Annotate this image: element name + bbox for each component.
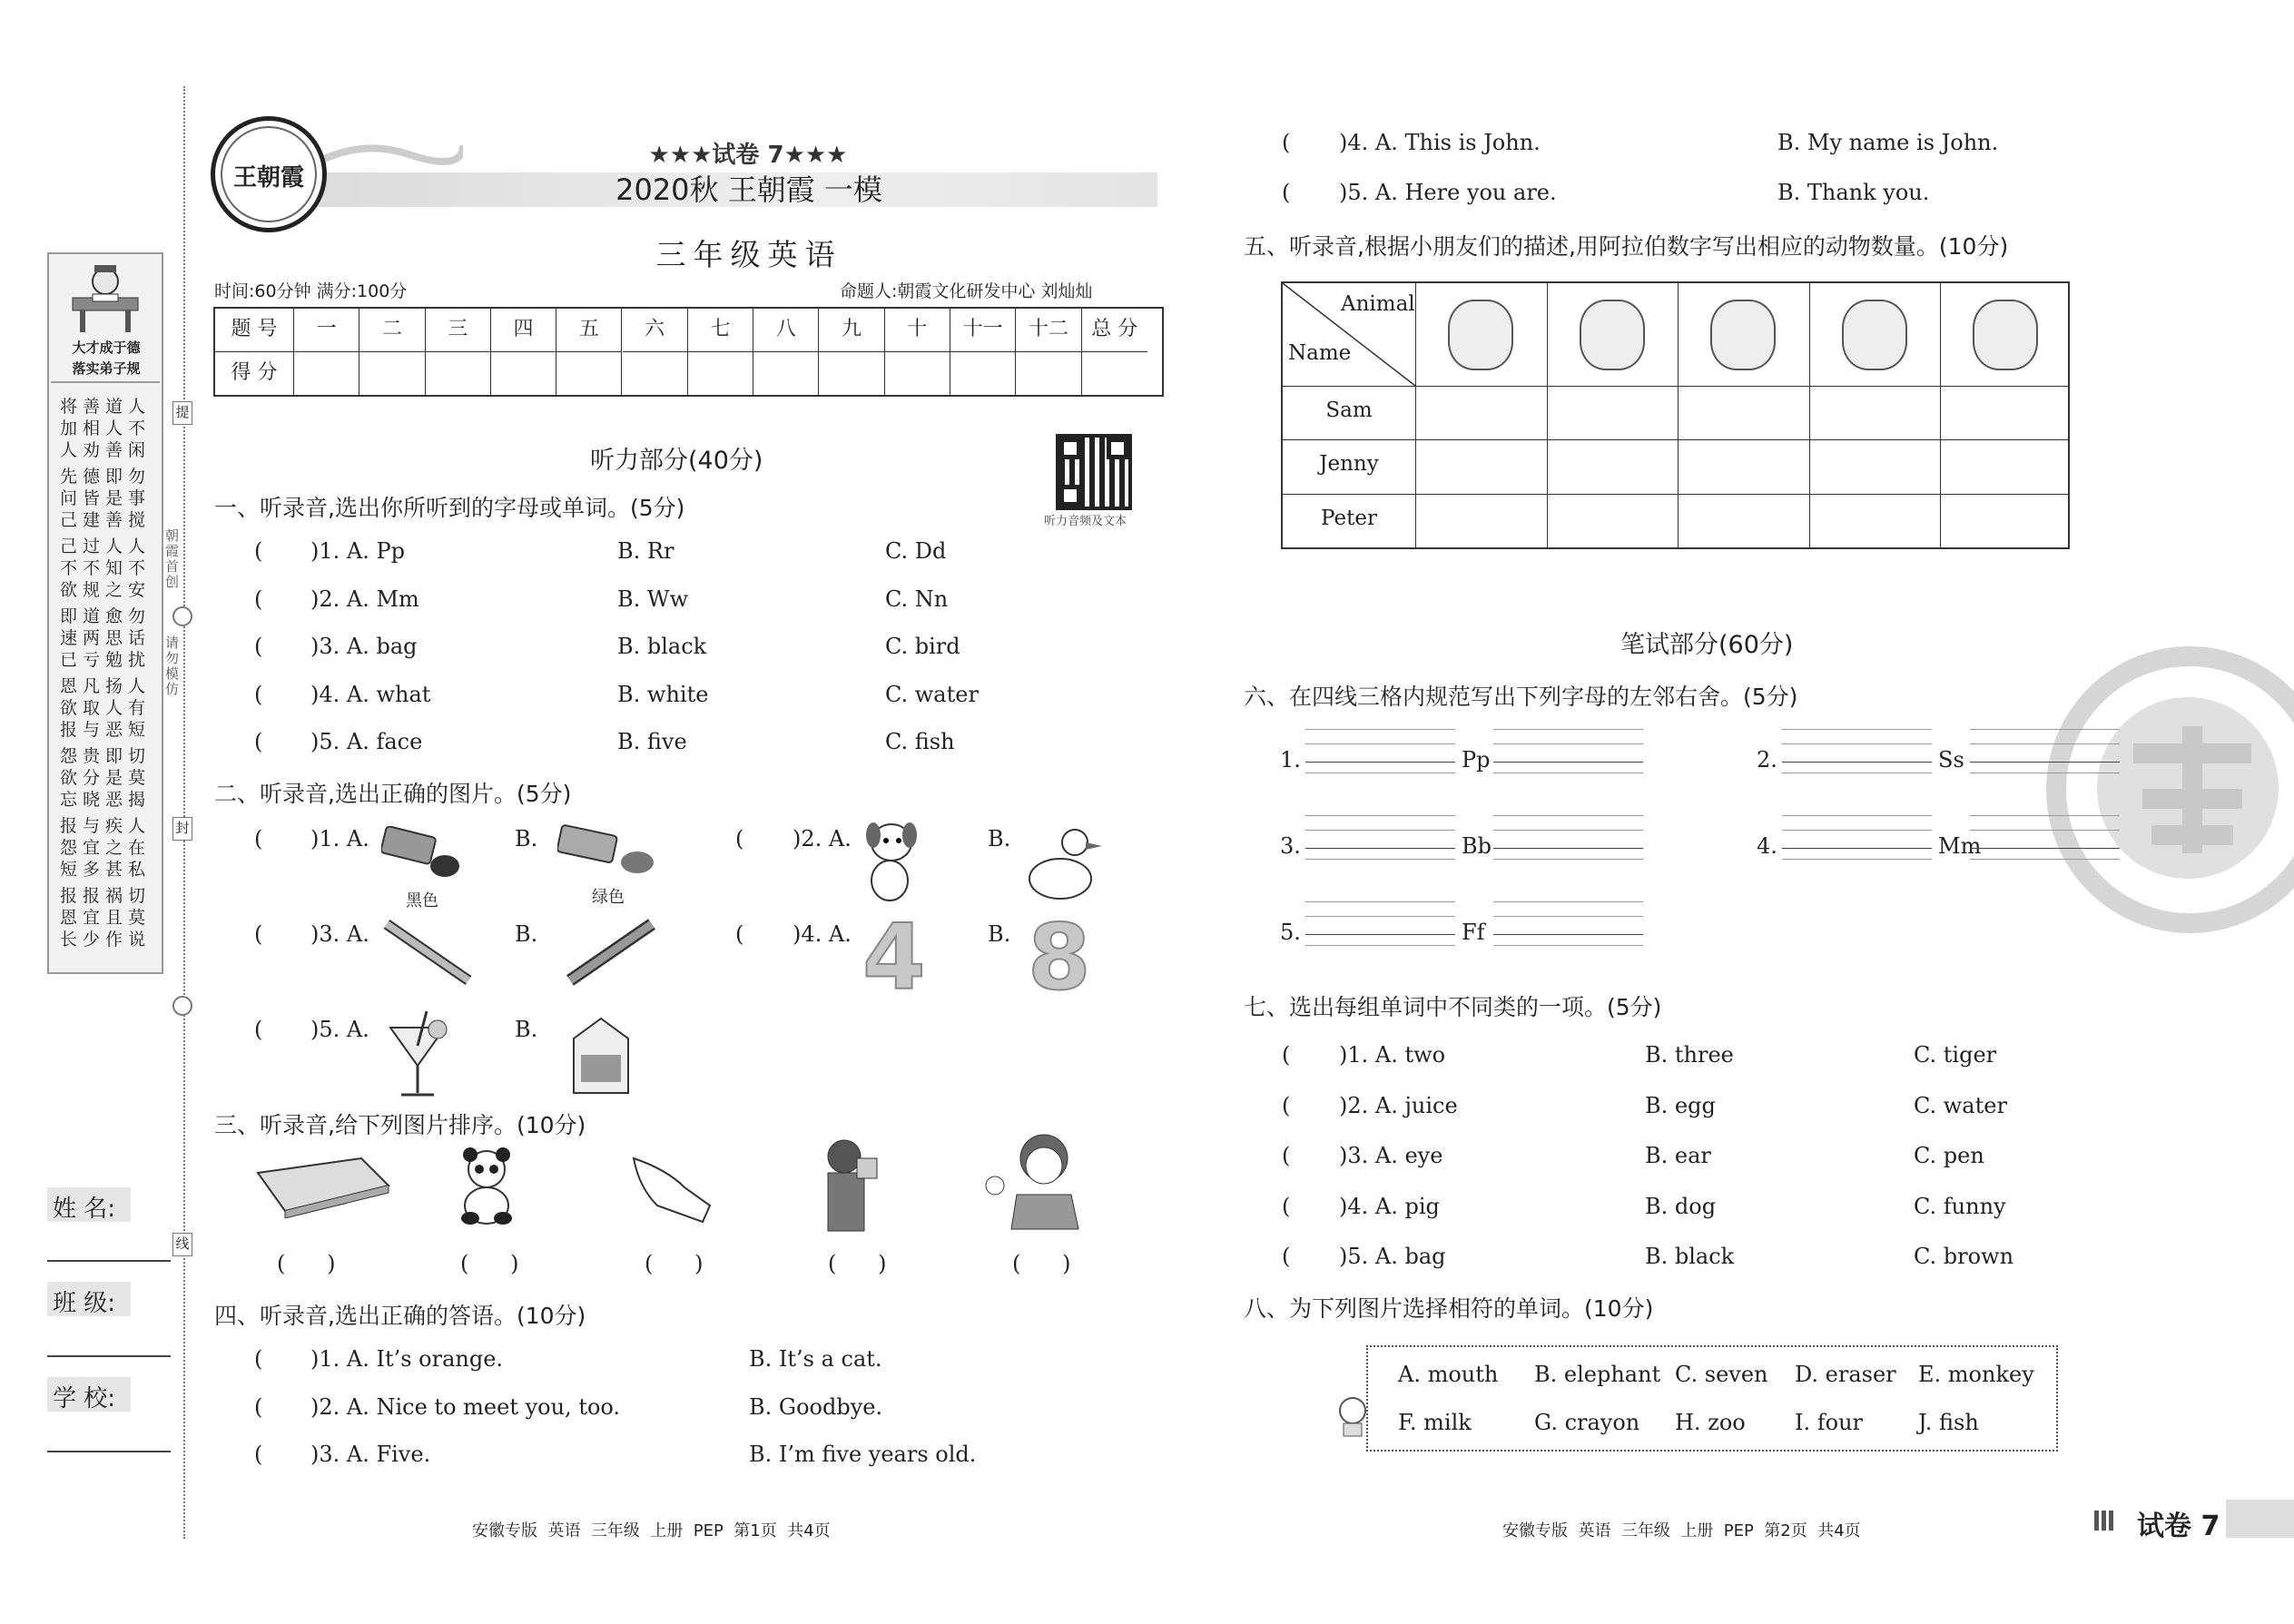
score-col-header: 三	[426, 309, 491, 352]
footer-page1: 安徽专版 英语 三年级 上册 PEP 第1页 共4页	[472, 1521, 831, 1540]
four-line-grid	[1970, 743, 2120, 744]
score-cell[interactable]	[623, 352, 688, 395]
scissors-icon	[172, 996, 192, 1016]
four-line-grid	[1493, 743, 1643, 744]
four-line-grid[interactable]	[1305, 729, 1455, 730]
four-line-grid	[1305, 859, 1455, 860]
count-cell[interactable]	[1811, 388, 1939, 438]
bird-icon	[1710, 300, 1776, 370]
dog-icon	[1973, 300, 2038, 370]
four-line-grid	[1305, 762, 1455, 763]
s1-option-b[interactable]: B. Rr	[617, 538, 674, 564]
s1-option-a[interactable]: )2. A. Mm	[310, 586, 419, 612]
name-label: 姓 名:	[47, 1187, 131, 1222]
row-name: Peter	[1321, 507, 1377, 530]
listening-title: 听力部分(40分)	[590, 447, 763, 475]
row-name: Sam	[1325, 399, 1373, 422]
s7-option-a[interactable]: )5. A. bag	[1339, 1244, 1446, 1269]
four-line-grid[interactable]	[1493, 815, 1643, 816]
s6-letter: Ss	[1938, 747, 1964, 773]
school-label: 学 校:	[47, 1377, 131, 1412]
s7-option-b[interactable]: B. three	[1645, 1042, 1734, 1068]
four-line-grid	[1782, 830, 1932, 831]
s2-option-b[interactable]: B.	[988, 826, 1011, 851]
s2-option-a[interactable]: )2. A.	[793, 826, 852, 851]
s2-option-b[interactable]: B.	[515, 921, 538, 947]
four-line-grid	[1493, 916, 1643, 917]
score-col-header: 一	[294, 309, 359, 352]
s7-option-b[interactable]: B. dog	[1645, 1193, 1717, 1219]
proverb-line: 加相人不	[60, 418, 152, 438]
class-label: 班 级:	[47, 1282, 131, 1316]
proverb-line: 短多甚私	[60, 860, 152, 880]
s5-title: 五、听录音,根据小朋友们的描述,用阿拉伯数字写出相应的动物数量。(10分)	[1244, 233, 2009, 260]
score-col-header: 四	[491, 309, 556, 352]
four-line-grid	[1782, 859, 1932, 860]
s2-option-a[interactable]: )5. A.	[310, 1017, 369, 1042]
s6-number: 4.	[1757, 833, 1777, 859]
answer-paren: (	[254, 826, 263, 851]
word-option[interactable]: H. zoo	[1675, 1410, 1746, 1435]
answer-paren: (	[1282, 130, 1291, 155]
logo-emblem	[211, 116, 327, 232]
score-table	[213, 307, 1164, 397]
motto-top: 大才成于德	[72, 340, 141, 356]
four-line-grid	[1782, 762, 1932, 763]
count-cell[interactable]	[1942, 496, 2070, 546]
score-cell[interactable]	[819, 352, 884, 395]
answer-paren: (	[254, 1442, 263, 1467]
word-option[interactable]: F. milk	[1398, 1410, 1472, 1435]
s1-option-b[interactable]: B. white	[617, 681, 709, 707]
score-col-header: 九	[819, 309, 884, 352]
s1-option-a[interactable]: )1. A. Pp	[310, 538, 405, 564]
word-option[interactable]: B. elephant	[1534, 1362, 1661, 1387]
count-cell[interactable]	[1417, 388, 1545, 438]
four-line-grid[interactable]	[1493, 901, 1643, 902]
score-row2-label: 得 分	[215, 352, 294, 395]
s4-option-a[interactable]: )1. A. It’s orange.	[310, 1346, 504, 1372]
animal-count-table	[1281, 281, 2070, 549]
four-line-grid	[1305, 830, 1455, 831]
s1-option-c[interactable]: C. water	[885, 681, 979, 707]
s8-title: 八、为下列图片选择相符的单词。(10分)	[1244, 1295, 1654, 1322]
milk-carton-image[interactable]	[565, 1013, 637, 1097]
proverb-line: 怨宜之在	[60, 838, 152, 858]
tiger-icon	[1842, 300, 1907, 370]
s3-order-blank[interactable]: ( )	[828, 1251, 887, 1276]
four-line-grid	[1305, 848, 1455, 849]
four-line-grid	[1782, 743, 1932, 744]
s1-option-c[interactable]: C. Dd	[885, 538, 947, 564]
s4-option-b[interactable]: B. It’s a cat.	[749, 1346, 882, 1372]
s7-option-a[interactable]: )2. A. juice	[1339, 1092, 1458, 1118]
boy-drinking-image[interactable]	[817, 1137, 886, 1236]
proverb-line: 报与恶短	[60, 720, 152, 740]
bear-icon	[1580, 300, 1645, 370]
s2-title: 二、听录音,选出正确的图片。(5分)	[214, 781, 572, 807]
proverb-line: 将善道人	[60, 397, 152, 417]
secret-seal-watermark	[2033, 645, 2294, 953]
word-option[interactable]: G. crayon	[1534, 1410, 1640, 1435]
score-cell[interactable]	[688, 352, 753, 395]
pencil-case-image[interactable]	[252, 1155, 394, 1218]
proverb-line: 报与疾人	[60, 816, 152, 836]
answer-paren: (	[1282, 180, 1291, 205]
motto-bottom: 落实弟子规	[72, 360, 141, 377]
footer-tab: 试卷 7	[2137, 1511, 2220, 1542]
count-cell[interactable]	[1942, 388, 2070, 438]
score-cell[interactable]	[359, 352, 425, 395]
four-line-grid	[1305, 934, 1455, 935]
score-col-header: 五	[556, 309, 622, 352]
count-cell[interactable]	[1811, 496, 1939, 546]
proverb-line: 问皆是事	[60, 488, 152, 508]
cat-icon	[1448, 300, 1513, 370]
footer-page2: 安徽专版 英语 三年级 上册 PEP 第2页 共4页	[1502, 1521, 1861, 1540]
count-cell[interactable]	[1549, 388, 1677, 438]
word-option[interactable]: I. four	[1795, 1410, 1863, 1435]
answer-paren: (	[254, 586, 263, 612]
s1-option-c[interactable]: C. bird	[885, 634, 960, 659]
proverb-line: 己过人人	[60, 536, 152, 556]
s1-option-a[interactable]: )5. A. face	[310, 729, 423, 754]
number-four-image[interactable]: 4	[862, 904, 926, 1010]
s7-option-b[interactable]: B. black	[1645, 1244, 1735, 1269]
answer-paren: (	[735, 826, 744, 851]
score-col-header: 八	[753, 309, 819, 352]
qr-caption: 听力音频及文本	[1044, 515, 1127, 528]
author: 命题人:朝霞文化研发中心 刘灿灿	[840, 281, 1093, 301]
exam-title: 2020秋 王朝霞 一模	[615, 172, 882, 207]
word-option[interactable]: C. seven	[1675, 1362, 1768, 1387]
s4-option-b[interactable]: B. My name is John.	[1777, 130, 1999, 155]
class-field[interactable]	[47, 1355, 171, 1357]
count-cell[interactable]	[1549, 441, 1677, 491]
col-line	[1809, 283, 1810, 547]
s2-option-a[interactable]: )3. A.	[310, 921, 369, 947]
four-line-grid	[1970, 830, 2120, 831]
count-cell[interactable]	[1417, 496, 1545, 546]
tear-mark-1: 朝霞首创	[165, 527, 180, 590]
four-line-grid	[1970, 762, 2120, 763]
proverb-line: 人劝善闲	[60, 440, 152, 460]
four-line-grid	[1970, 848, 2120, 849]
s6-letter: Ff	[1462, 920, 1485, 945]
score-col-header: 十一	[950, 309, 1016, 352]
s4-option-a[interactable]: )2. A. Nice to meet you, too.	[310, 1393, 621, 1420]
row-name: Jenny	[1319, 452, 1379, 476]
panda-image[interactable]	[454, 1146, 519, 1227]
proverb-line: 恩凡扬人	[60, 676, 152, 696]
corner-animal: Animal	[1341, 292, 1415, 316]
corner-name: Name	[1288, 341, 1352, 365]
score-col-header: 七	[688, 309, 753, 352]
s4-option-a[interactable]: )4. A. This is John.	[1339, 130, 1541, 155]
duck-image[interactable]	[1024, 822, 1106, 906]
s6-number: 5.	[1280, 920, 1301, 945]
proverb-line: 己建善搅	[60, 510, 152, 530]
col-line	[1547, 283, 1548, 547]
score-col-header: 六	[623, 309, 688, 352]
answer-paren: (	[1282, 1244, 1291, 1269]
four-line-grid[interactable]	[1970, 815, 2120, 816]
s2-option-a[interactable]: )1. A.	[310, 826, 369, 851]
qr-code[interactable]	[1056, 434, 1132, 510]
proverb-line: 先德即勿	[60, 467, 152, 487]
answer-paren: (	[1282, 1092, 1291, 1118]
answer-paren: (	[254, 1017, 263, 1042]
s4-option-b[interactable]: B. Thank you.	[1777, 180, 1930, 205]
row-line	[1283, 439, 2068, 440]
answer-paren: (	[1282, 1042, 1291, 1068]
four-line-grid	[1970, 859, 2120, 860]
paint-tube-green-image[interactable]	[557, 824, 657, 879]
four-line-grid	[1493, 934, 1643, 935]
count-cell[interactable]	[1679, 388, 1807, 438]
scholar-illustration	[56, 261, 154, 336]
s6-letter: Mm	[1938, 833, 1982, 859]
label-black: 黑色	[406, 891, 438, 910]
s7-option-a[interactable]: )3. A. eye	[1339, 1143, 1443, 1168]
s3-order-blank[interactable]: ( )	[1012, 1251, 1071, 1276]
four-line-grid	[1305, 916, 1455, 917]
s3-order-blank[interactable]: ( )	[645, 1251, 704, 1276]
proverb-line: 怨贵即切	[60, 746, 152, 766]
s6-number: 3.	[1280, 833, 1301, 859]
word-option[interactable]: A. mouth	[1398, 1362, 1499, 1387]
four-line-grid	[1493, 848, 1643, 849]
paper-number: ★★★试卷 7★★★	[648, 142, 848, 169]
s7-option-b[interactable]: B. egg	[1645, 1092, 1716, 1118]
s7-option-a[interactable]: )4. A. pig	[1339, 1193, 1440, 1219]
score-col-header: 十	[885, 309, 950, 352]
count-cell[interactable]	[1679, 441, 1807, 491]
count-cell[interactable]	[1942, 441, 2070, 491]
score-cell[interactable]	[556, 352, 622, 395]
cut-tag-2: 封	[172, 817, 192, 841]
s1-option-a[interactable]: )4. A. what	[310, 681, 431, 707]
s1-title: 一、听录音,选出你所听到的字母或单词。(5分)	[214, 495, 685, 521]
answer-paren: (	[254, 1346, 263, 1372]
motto-divider	[51, 381, 160, 383]
four-line-grid	[1493, 945, 1643, 946]
paint-tube-black-image[interactable]	[381, 826, 461, 882]
s4-option-a[interactable]: )5. A. Here you are.	[1339, 180, 1557, 205]
name-field[interactable]	[47, 1260, 171, 1262]
juice-glass-image[interactable]	[381, 1009, 454, 1100]
count-cell[interactable]	[1679, 496, 1807, 546]
label-green: 绿色	[592, 888, 625, 907]
proverb-line: 长少作说	[60, 930, 152, 950]
pen-image[interactable]	[557, 917, 657, 989]
col-line	[1678, 283, 1679, 547]
s6-number: 1.	[1280, 747, 1301, 773]
word-option[interactable]: J. fish	[1918, 1410, 1979, 1435]
s7-option-c[interactable]: C. tiger	[1914, 1042, 1997, 1068]
score-cell[interactable]	[426, 352, 491, 395]
score-cell[interactable]	[753, 352, 819, 395]
proverb-line: 已亏勉扰	[60, 650, 152, 670]
crayon-image[interactable]	[381, 917, 481, 989]
col-line	[1940, 283, 1941, 547]
four-line-grid	[1305, 743, 1455, 744]
hand-image[interactable]	[630, 1151, 714, 1227]
four-line-grid[interactable]	[1493, 729, 1643, 730]
count-cell[interactable]	[1417, 441, 1545, 491]
answer-paren: (	[1282, 1193, 1291, 1219]
count-cell[interactable]	[1811, 441, 1939, 491]
s6-title: 六、在四线三格内规范写出下列字母的左邻右舍。(5分)	[1244, 684, 1798, 710]
s7-title: 七、选出每组单词中不同类的一项。(5分)	[1244, 994, 1662, 1020]
score-col-header: 总 分	[1082, 309, 1147, 352]
proverb-line: 不不知不	[60, 558, 152, 578]
tear-mark-2: 请勿模仿	[165, 635, 180, 697]
four-line-grid	[1305, 945, 1455, 946]
cut-tag-1: 提	[172, 401, 192, 425]
s7-option-c[interactable]: C. funny	[1914, 1193, 2006, 1219]
answer-paren: (	[254, 921, 263, 947]
s7-option-c[interactable]: C. pen	[1914, 1143, 1984, 1168]
time-score: 时间:60分钟 满分:100分	[214, 281, 408, 301]
s2-option-b[interactable]: B.	[988, 921, 1011, 947]
proverb-line: 欲取人有	[60, 698, 152, 718]
dog-image[interactable]	[853, 817, 926, 908]
answer-paren: (	[254, 538, 263, 564]
score-cell[interactable]	[950, 352, 1016, 395]
four-line-grid[interactable]	[1305, 901, 1455, 902]
s2-option-b[interactable]: B.	[515, 826, 538, 851]
score-cell[interactable]	[294, 352, 359, 395]
score-cell[interactable]	[1082, 352, 1147, 395]
s6-letter: Pp	[1462, 747, 1491, 773]
four-line-grid[interactable]	[1782, 815, 1932, 816]
proverb-line: 忘晓恶揭	[60, 790, 152, 810]
s1-option-c[interactable]: C. Nn	[885, 586, 949, 612]
footer-tab-bg	[2226, 1500, 2294, 1538]
cartoon-mascot-icon	[1334, 1393, 1371, 1438]
count-cell[interactable]	[1549, 496, 1677, 546]
score-cell[interactable]	[491, 352, 556, 395]
answer-paren: (	[254, 634, 263, 659]
score-row1-label: 题 号	[215, 309, 294, 352]
proverb-line: 欲分是莫	[60, 768, 152, 788]
s7-option-b[interactable]: B. ear	[1645, 1143, 1711, 1168]
answer-paren: (	[1282, 1143, 1291, 1168]
dotted-cut-line	[183, 86, 185, 1539]
boy-waving-image[interactable]	[980, 1131, 1089, 1231]
s2-option-b[interactable]: B.	[515, 1017, 538, 1042]
s4-option-b[interactable]: B. I’m five years old.	[749, 1442, 977, 1467]
four-line-grid[interactable]	[1305, 815, 1455, 816]
s4-title: 四、听录音,选出正确的答语。(10分)	[214, 1303, 586, 1329]
answer-paren: (	[254, 681, 263, 707]
subject-title: 三年级英语	[655, 237, 842, 272]
s4-option-b[interactable]: B. Goodbye.	[749, 1393, 883, 1420]
s6-letter: Bb	[1462, 833, 1492, 859]
four-line-grid	[1493, 830, 1643, 831]
writing-title: 笔试部分(60分)	[1620, 631, 1794, 659]
s1-option-b[interactable]: B. black	[617, 634, 707, 659]
s1-option-c[interactable]: C. fish	[885, 729, 955, 754]
row-line	[1283, 494, 2068, 495]
four-line-grid	[1493, 762, 1643, 763]
s7-option-c[interactable]: C. water	[1914, 1092, 2007, 1118]
dots-decoration	[2094, 1511, 2114, 1530]
s6-number: 2.	[1757, 747, 1777, 773]
s3-title: 三、听录音,给下列图片排序。(10分)	[214, 1112, 586, 1138]
cut-tag-3: 线	[172, 1233, 192, 1256]
score-col-header: 十二	[1016, 309, 1081, 352]
four-line-grid	[1782, 848, 1932, 849]
word-option[interactable]: D. eraser	[1795, 1362, 1896, 1387]
proverb-line: 欲规之安	[60, 580, 152, 600]
row-line	[1283, 386, 2068, 387]
score-cell[interactable]	[885, 352, 950, 395]
proverb-line: 速两思话	[60, 628, 152, 648]
scissors-icon	[172, 606, 192, 626]
school-field[interactable]	[47, 1451, 171, 1452]
s3-order-blank[interactable]: ( )	[460, 1251, 519, 1276]
proverb-line: 恩宜且莫	[60, 908, 152, 928]
s1-option-a[interactable]: )3. A. bag	[310, 634, 418, 659]
col-line	[1415, 283, 1416, 547]
proverb-line: 报报祸切	[60, 886, 152, 906]
s4-option-a[interactable]: )3. A. Five.	[310, 1442, 431, 1467]
proverb-line: 即道愈勿	[60, 606, 152, 626]
score-col-header: 二	[359, 309, 425, 352]
four-line-grid[interactable]	[1970, 729, 2120, 730]
answer-paren: (	[254, 1393, 263, 1420]
word-option[interactable]: E. monkey	[1918, 1362, 2034, 1387]
logo-text: 王朝霞	[232, 164, 304, 192]
four-line-grid	[1493, 859, 1643, 860]
s7-option-a[interactable]: )1. A. two	[1339, 1042, 1446, 1068]
score-cell[interactable]	[1016, 352, 1081, 395]
s3-order-blank[interactable]: ( )	[277, 1251, 336, 1276]
number-eight-image[interactable]: 8	[1028, 904, 1091, 1010]
s1-option-b[interactable]: B. five	[617, 729, 687, 754]
answer-paren: (	[254, 729, 263, 754]
s7-option-c[interactable]: C. brown	[1914, 1244, 2014, 1269]
proverb-list	[60, 396, 160, 950]
s2-option-a[interactable]: )4. A.	[793, 921, 852, 947]
answer-paren: (	[735, 921, 744, 947]
s1-option-b[interactable]: B. Ww	[617, 586, 689, 612]
four-line-grid[interactable]	[1782, 729, 1932, 730]
